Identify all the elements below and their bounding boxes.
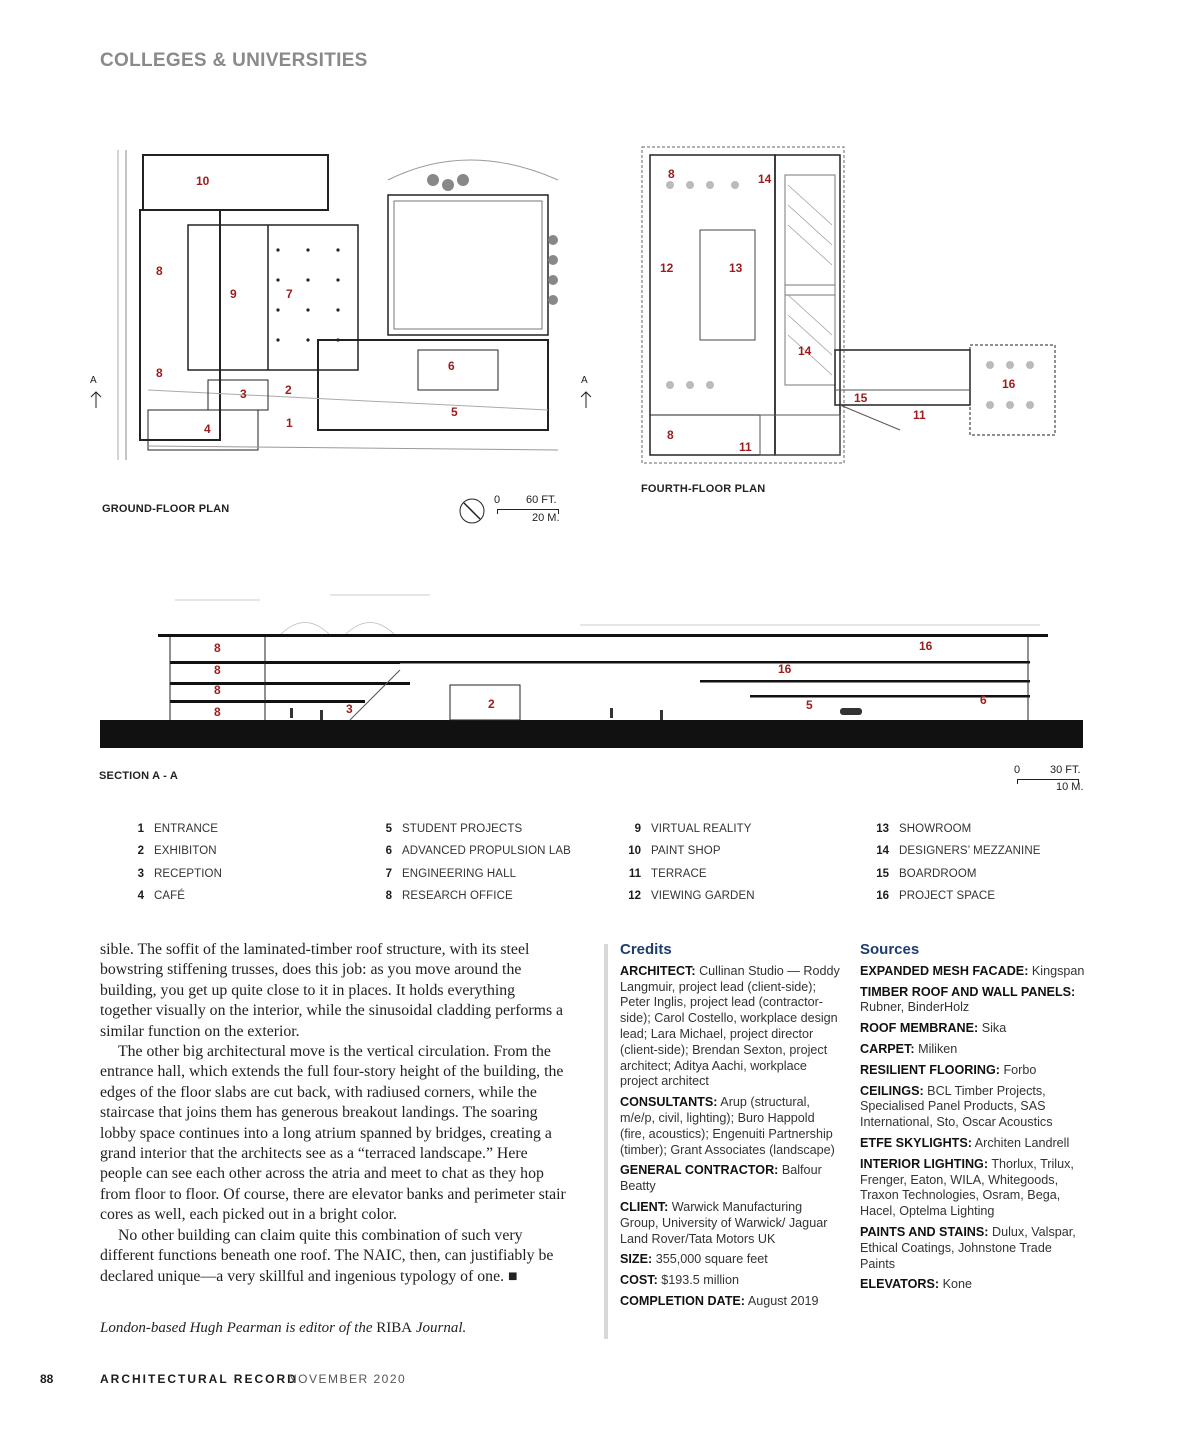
credit-entry: COMPLETION DATE: August 2019 xyxy=(620,1293,819,1308)
section-number: 8 xyxy=(214,705,221,719)
legend xyxy=(0,818,1200,918)
plan-number: 15 xyxy=(854,391,868,405)
ground-floor-caption: GROUND-FLOOR PLAN xyxy=(102,503,230,515)
section-marker: A xyxy=(581,375,588,386)
section-scale-meters: 10 M. xyxy=(1056,781,1084,793)
legend-label: SHOWROOM xyxy=(899,823,972,836)
plan-number: 13 xyxy=(729,261,743,275)
plan-number: 2 xyxy=(285,383,292,397)
legend-label: ADVANCED PROPULSION LAB xyxy=(402,845,571,858)
ground-floor-plan xyxy=(88,150,600,470)
legend-label: ENTRANCE xyxy=(154,823,219,836)
source-entry: INTERIOR LIGHTING: Thorlux, Trilux, Frenger, Eaton, WILA, Whitegoods, Traxon Technologies, Osram, Bega, Hacel, Optelma Lighting xyxy=(860,1156,1074,1219)
section-number: 8 xyxy=(214,683,221,697)
legend-item xyxy=(124,885,364,907)
section-number: 6 xyxy=(980,693,987,707)
legend-number: 3 xyxy=(137,867,144,880)
plan-number: 14 xyxy=(798,344,812,358)
credit-entry: COST: $193.5 million xyxy=(620,1273,739,1288)
credits-divider xyxy=(604,944,608,1339)
credit-entry: CLIENT: Warwick Manufacturing Group, University of Warwick/ Jaguar Land Rover/Tata Motors UK xyxy=(620,1199,828,1246)
sources-heading: Sources xyxy=(860,941,920,958)
legend-item xyxy=(869,885,1109,907)
issue-date: NOVEMBER 2020 xyxy=(288,1372,407,1386)
plan-number: 8 xyxy=(156,366,163,380)
legend-label: STUDENT PROJECTS xyxy=(402,823,523,836)
legend-number: 14 xyxy=(876,845,889,858)
legend-item xyxy=(372,818,612,840)
plan-number: 5 xyxy=(451,405,458,419)
legend-number: 8 xyxy=(385,890,392,903)
plan-number: 12 xyxy=(660,261,674,275)
source-entry: ETFE SKYLIGHTS: Architen Landrell xyxy=(860,1135,1070,1150)
scale-zero: 0 xyxy=(494,494,501,506)
page-number: 88 xyxy=(40,1372,54,1386)
legend-column xyxy=(621,818,861,907)
body-paragraph: sible. The soffit of the laminated-timber roof structure, with its steel bowstring stiffening trusses, does this job: as you move around the building, you get up quite close to it in places. It holds everything together visually on the interior, while the sinusoidal cladding performs a similar function on the exterior. xyxy=(100,941,564,1040)
section-number: 8 xyxy=(214,641,221,655)
plan-number: 8 xyxy=(668,167,675,181)
legend-label: PAINT SHOP xyxy=(651,845,721,858)
credits-heading: Credits xyxy=(620,941,672,958)
legend-number: 9 xyxy=(634,823,641,836)
legend-column xyxy=(372,818,612,907)
legend-number: 2 xyxy=(137,845,144,858)
magazine-name: ARCHITECTURAL RECORD xyxy=(100,1372,298,1386)
legend-item xyxy=(124,818,364,840)
sources-column xyxy=(860,942,1085,1298)
source-entry: RESILIENT FLOORING: Forbo xyxy=(860,1062,1037,1077)
legend-label: TERRACE xyxy=(651,867,707,880)
plan-number: 3 xyxy=(240,387,247,401)
source-entry: ROOF MEMBRANE: Sika xyxy=(860,1021,1007,1036)
fourth-floor-plan xyxy=(640,145,1060,465)
credit-entry: ARCHITECT: Cullinan Studio — Roddy Langmuir, project lead (client-side); Peter Inglis, project lead (contractor-side); Carol Costello, workplace design lead; Lara Michael, project director (client-side); Brendan Sexton, project architect; Aditya Aachi, workplace project architect xyxy=(620,963,840,1089)
body-paragraph: No other building can claim quite this combination of such very different functions beneath one roof. The NAIC, then, can justifiably be declared unique—a very skillful and ingenious typology of one. ■ xyxy=(100,1226,554,1285)
source-entry: ELEVATORS: Kone xyxy=(860,1277,972,1292)
section-marker: A xyxy=(90,375,97,386)
legend-label: CAFÉ xyxy=(154,890,186,903)
plan-number: 7 xyxy=(286,287,293,301)
legend-item xyxy=(372,840,612,862)
legend-item xyxy=(869,840,1109,862)
credits-column xyxy=(620,942,842,1315)
source-entry: EXPANDED MESH FACADE: Kingspan xyxy=(860,963,1085,978)
plan-number: 6 xyxy=(448,359,455,373)
article-body xyxy=(100,940,570,1287)
credit-entry: CONSULTANTS: Arup (structural, m/e/p, civil, lighting); Buro Happold (fire, acoustics); Engenuiti Partnership (timber); Grant Associates (landscape) xyxy=(620,1095,835,1157)
plan-number: 9 xyxy=(230,287,237,301)
legend-label: PROJECT SPACE xyxy=(899,890,996,903)
section-number: 5 xyxy=(806,698,813,712)
credit-entry: SIZE: 355,000 square feet xyxy=(620,1252,768,1267)
legend-item xyxy=(372,863,612,885)
section-number: 16 xyxy=(778,662,792,676)
section-number: 3 xyxy=(346,702,353,716)
legend-item xyxy=(124,840,364,862)
fourth-floor-caption: FOURTH-FLOOR PLAN xyxy=(641,483,766,495)
plan-number: 11 xyxy=(739,440,752,454)
credit-entry: GENERAL CONTRACTOR: Balfour Beatty xyxy=(620,1163,822,1194)
legend-label: BOARDROOM xyxy=(899,867,977,880)
legend-number: 5 xyxy=(385,823,392,836)
legend-number: 1 xyxy=(137,823,144,836)
legend-label: VIRTUAL REALITY xyxy=(651,823,752,836)
plan-number: 11 xyxy=(913,408,926,422)
plan-number: 10 xyxy=(196,174,210,188)
legend-label: VIEWING GARDEN xyxy=(651,890,755,903)
section-number: 16 xyxy=(919,639,933,653)
author-byline: London-based Hugh Pearman is editor of the RIBA Journal. xyxy=(100,1320,467,1336)
source-entry: CARPET: Miliken xyxy=(860,1041,958,1056)
legend-number: 15 xyxy=(876,867,889,880)
section-label: COLLEGES & UNIVERSITIES xyxy=(100,50,368,71)
legend-column xyxy=(869,818,1109,907)
section-number: 8 xyxy=(214,663,221,677)
plan-number: 14 xyxy=(758,172,772,186)
section-scale-zero: 0 xyxy=(1014,764,1021,776)
source-entry: TIMBER ROOF AND WALL PANELS: Rubner, BinderHolz xyxy=(860,984,1076,1015)
legend-item xyxy=(621,818,861,840)
plan-number: 1 xyxy=(286,416,293,430)
plan-number: 16 xyxy=(1002,377,1016,391)
legend-number: 11 xyxy=(628,867,641,880)
north-arrow-icon xyxy=(458,497,486,525)
legend-item xyxy=(621,885,861,907)
plan-number: 4 xyxy=(204,422,211,436)
scale-feet: 60 FT. xyxy=(526,494,557,506)
scale-meters: 20 M. xyxy=(532,512,560,524)
legend-item xyxy=(869,863,1109,885)
legend-number: 10 xyxy=(628,845,641,858)
legend-label: DESIGNERS’ MEZZANINE xyxy=(899,845,1041,858)
legend-item xyxy=(869,818,1109,840)
legend-number: 6 xyxy=(385,845,392,858)
legend-column xyxy=(124,818,364,907)
section-caption: SECTION A - A xyxy=(99,770,178,782)
legend-number: 12 xyxy=(628,890,641,903)
plan-number: 8 xyxy=(667,428,674,442)
source-entry: CEILINGS: BCL Timber Projects, Specialised Panel Products, SAS International, Sto, Oscar Acoustics xyxy=(860,1083,1053,1130)
legend-label: EXHIBITON xyxy=(154,845,217,858)
legend-label: RECEPTION xyxy=(154,867,222,880)
legend-item xyxy=(621,840,861,862)
legend-item xyxy=(124,863,364,885)
legend-number: 13 xyxy=(876,823,889,836)
body-paragraph: The other big architectural move is the vertical circulation. From the entrance hall, which extends the full four-story height of the building, the edges of the floor slabs are cut back, with radiused corners, while the staircase that joins them has generous breakout landings. The soaring lobby space continues into a long atrium spanned by bridges, creating a grand interior that the architects see as a “terraced landscape.” Here people can see each other across the atria and meet to chat as they hop from floor to floor. Of course, there are elevator banks and perimeter stair cores as well, each picked out in a bright color. xyxy=(100,1043,566,1224)
section-scale-feet: 30 FT. xyxy=(1050,764,1081,776)
legend-number: 4 xyxy=(137,890,144,903)
legend-label: RESEARCH OFFICE xyxy=(402,890,513,903)
legend-number: 7 xyxy=(385,867,392,880)
legend-item xyxy=(372,885,612,907)
legend-number: 16 xyxy=(876,890,889,903)
source-entry: PAINTS AND STAINS: Dulux, Valspar, Ethical Coatings, Johnstone Trade Paints xyxy=(860,1224,1076,1271)
section-drawing xyxy=(100,590,1085,750)
legend-item xyxy=(621,863,861,885)
section-number: 2 xyxy=(488,697,495,711)
legend-label: ENGINEERING HALL xyxy=(402,867,517,880)
plan-number: 8 xyxy=(156,264,163,278)
